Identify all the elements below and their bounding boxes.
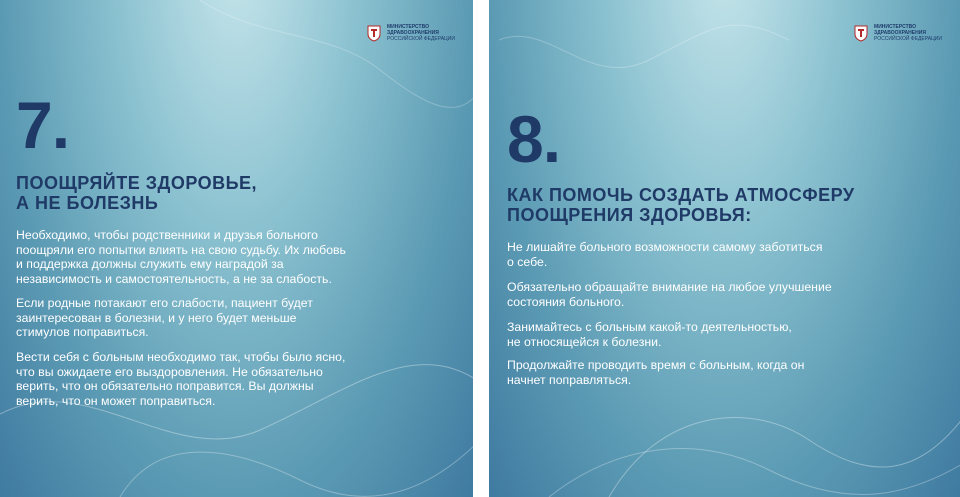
logo-line-2: ЗДРАВООХРАНЕНИЯ	[874, 30, 926, 36]
title-line-1: ПООЩРЯЙТЕ ЗДОРОВЬЕ,	[16, 173, 258, 193]
paragraph-4	[507, 358, 804, 387]
text-line: заинтересован в болезни, и у него будет меньше	[16, 310, 297, 325]
logo-line-1: МИНИСТЕРСТВО	[874, 24, 917, 30]
text-line: Продолжайте проводить время с больным, когда он	[507, 358, 805, 372]
emblem-icon	[852, 24, 870, 42]
logo-line-1: МИНИСТЕРСТВО	[387, 24, 429, 30]
slide-number: 7.	[16, 88, 70, 162]
text-line: Если родные потакают его слабости, пациент будет	[16, 296, 313, 310]
text-line: стимулов поправиться.	[16, 325, 149, 339]
slide-number: 8.	[507, 102, 561, 176]
title-line-1: КАК ПОМОЧЬ СОЗДАТЬ АТМОСФЕРУ	[507, 185, 855, 205]
paragraph-3	[507, 320, 792, 349]
text-line: не относящейся к болезни.	[507, 334, 662, 349]
ministry-logo	[852, 24, 942, 42]
logo-text	[387, 24, 455, 42]
slide-card-7	[0, 0, 473, 497]
paragraph-3	[16, 350, 345, 408]
logo-line-3: РОССИЙСКОЙ ФЕДЕРАЦИИ	[387, 36, 455, 42]
title-line-2: ПООЩРЕНИЯ ЗДОРОВЬЯ:	[507, 205, 752, 225]
text-line: поощряли его попытки влиять на свою судьбу. Их любовь	[16, 242, 346, 257]
title-line-2: А НЕ БОЛЕЗНЬ	[16, 193, 159, 213]
text-line: Обязательно обращайте внимание на любое улучшение	[507, 280, 832, 294]
text-line: Не лишайте больного возможности самому заботиться	[507, 240, 823, 254]
paragraph-2	[16, 296, 313, 340]
text-line: и поддержка должны служить ему наградой за	[16, 257, 284, 271]
text-line: состояния больного.	[507, 294, 625, 309]
logo-line-3: РОССИЙСКОЙ ФЕДЕРАЦИИ	[874, 36, 942, 42]
text-line: Занимайтесь с больным какой-то деятельностью,	[507, 320, 792, 334]
emblem-icon	[365, 24, 383, 42]
paragraph-2	[507, 280, 832, 309]
text-line: Необходимо, чтобы родственники и друзья больного	[16, 228, 318, 242]
logo-text	[874, 24, 942, 42]
text-line: что вы ожидаете его выздоровления. Не обязательно	[16, 364, 323, 379]
text-line: верить, что он может поправиться.	[16, 393, 216, 408]
paragraph-1	[16, 228, 346, 286]
slide-title	[507, 185, 855, 225]
text-line: независимость и самостоятельность, а не за слабость.	[16, 271, 332, 286]
text-line: Вести себя с больным необходимо так, чтобы было ясно,	[16, 350, 346, 364]
text-line: о себе.	[507, 254, 548, 269]
logo-line-2: ЗДРАВООХРАНЕНИЯ	[387, 30, 439, 36]
slide-card-8	[489, 0, 960, 497]
paragraph-1	[507, 240, 822, 269]
text-line: начнет поправляться.	[507, 372, 632, 387]
ministry-logo	[365, 24, 455, 42]
text-line: верить, что он обязательно поправится. Вы должны	[16, 379, 314, 393]
slide-title	[16, 173, 257, 213]
